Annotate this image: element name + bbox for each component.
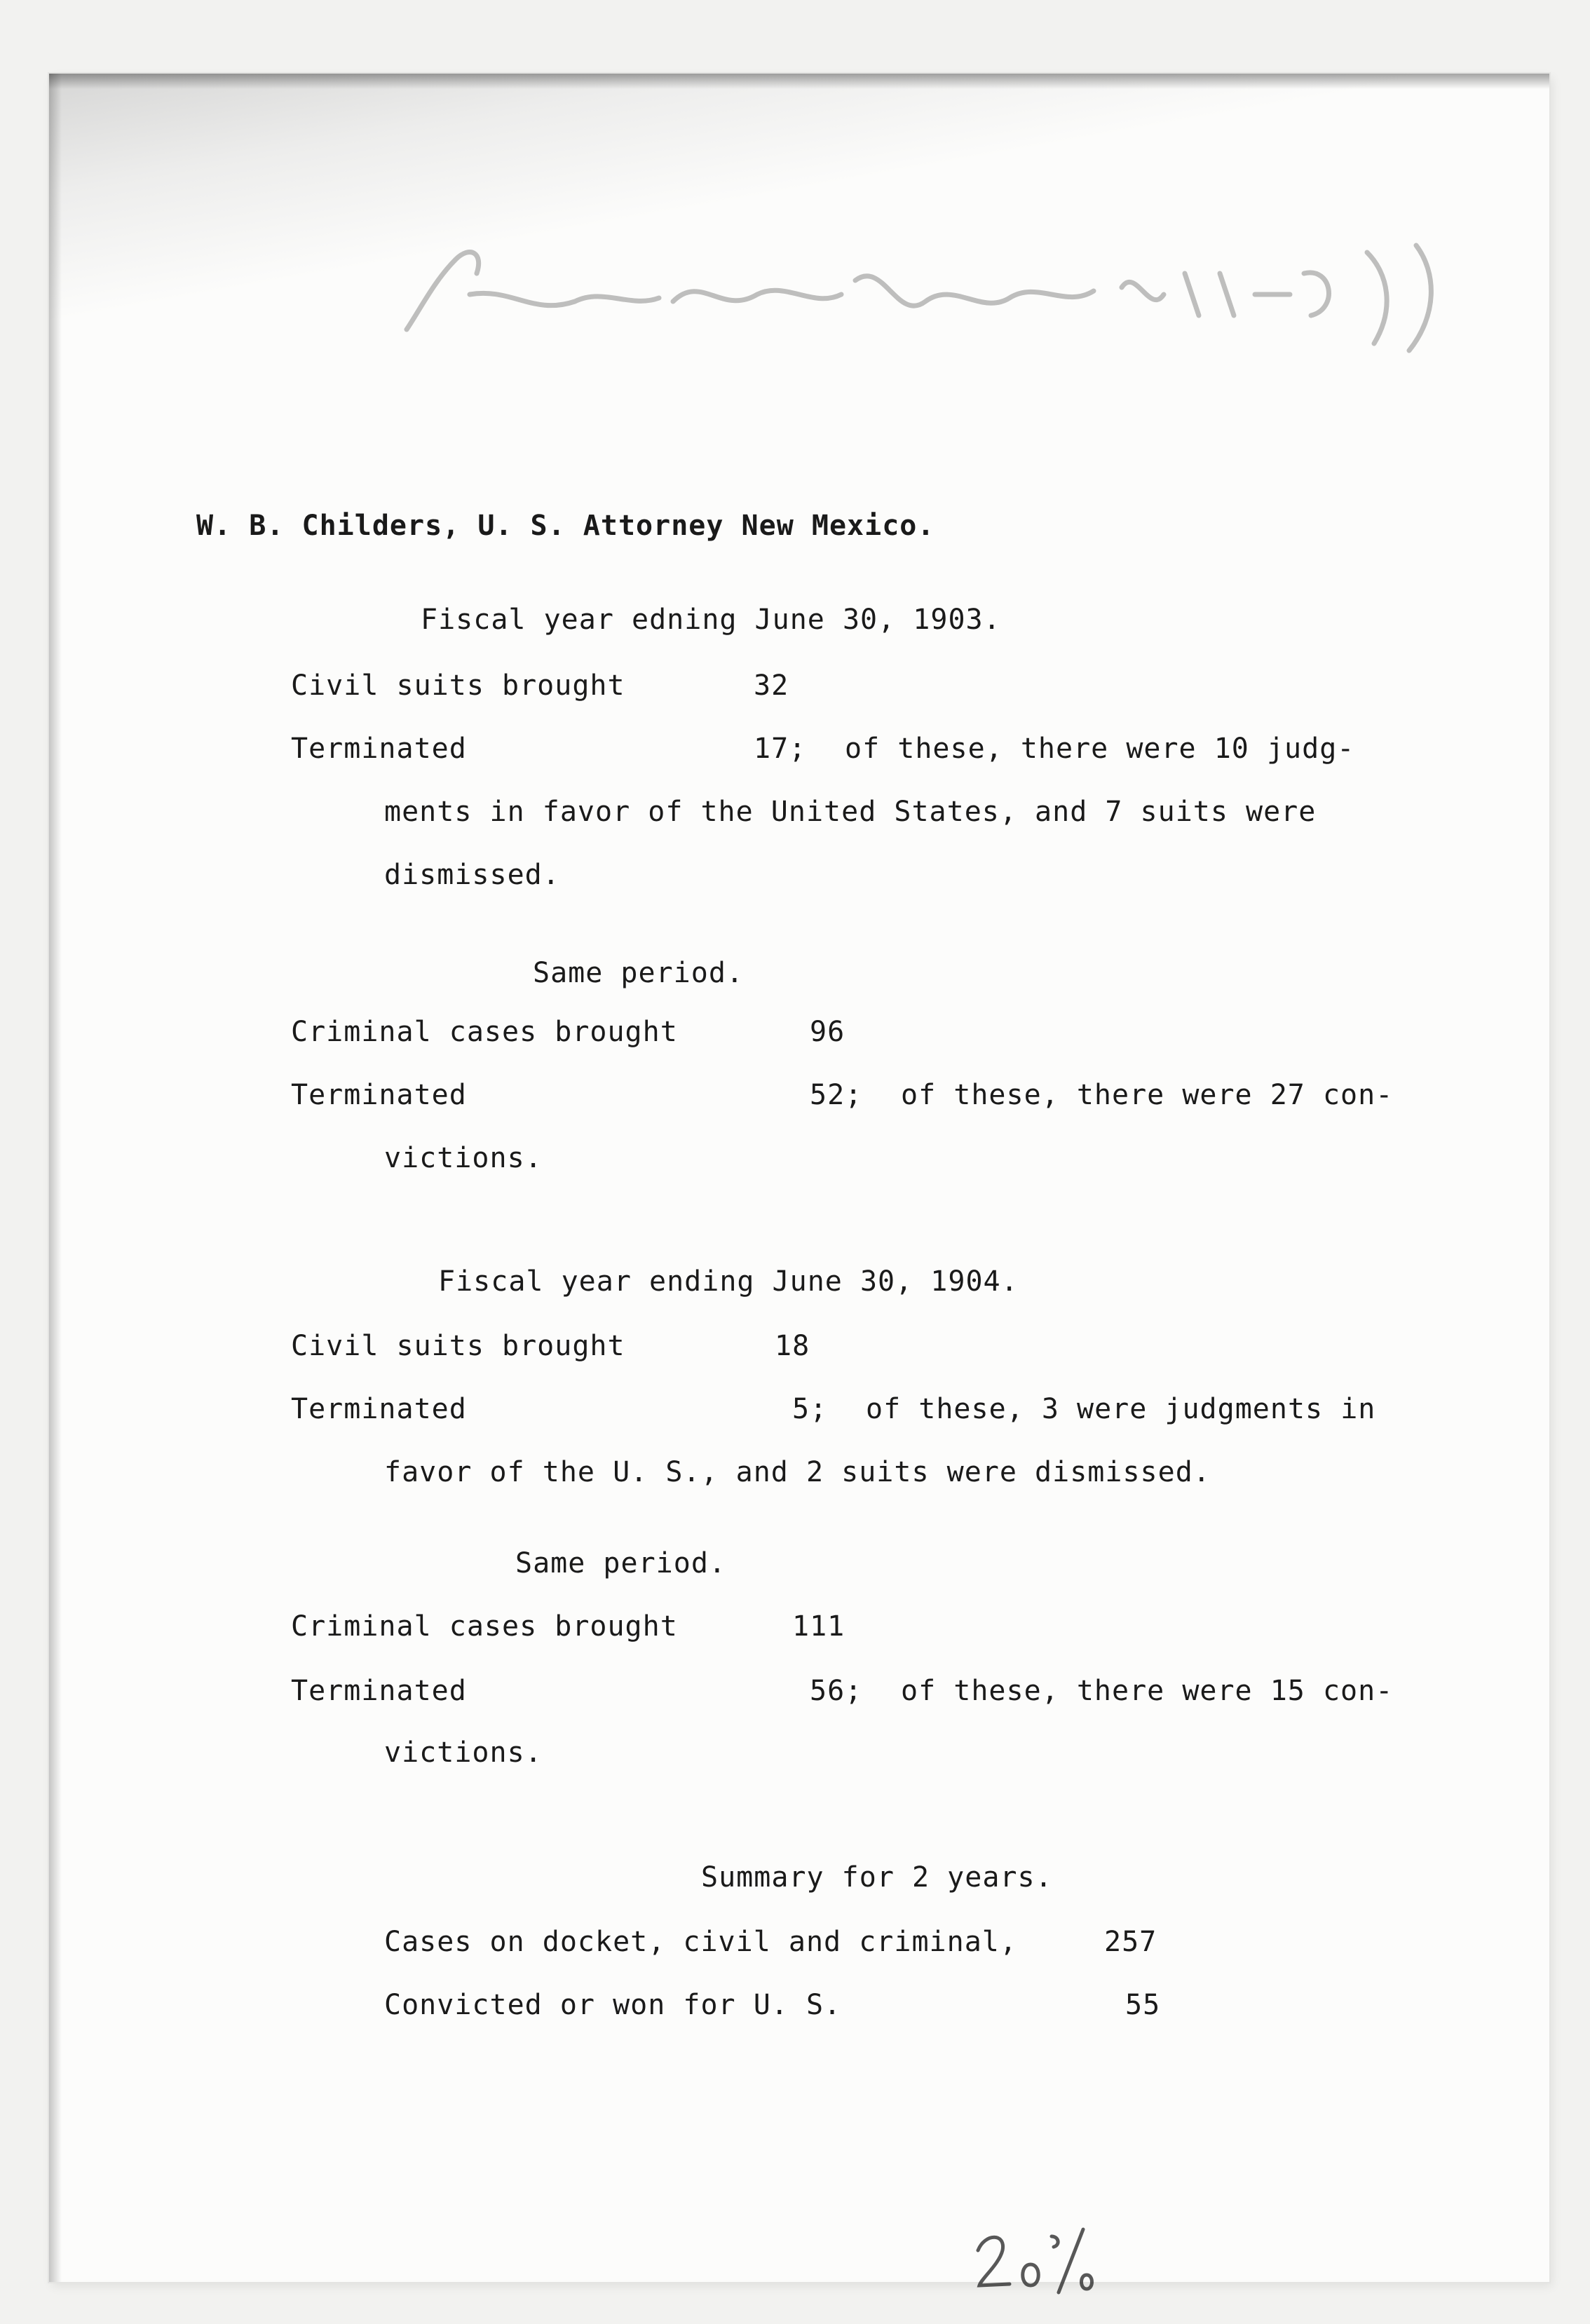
fy1904-criminal-terminated-note: of these, there were 15 con- <box>901 1675 1394 1707</box>
fy1904-civil-continuation-1: favor of the U. S., and 2 suits were dismissed. <box>384 1456 1211 1488</box>
fy1903-civil-brought-label: Civil suits brought <box>291 670 625 702</box>
fy1903-title: Fiscal year edning June 30, 1903. <box>421 604 1001 636</box>
summary-title: Summary for 2 years. <box>701 1861 1053 1894</box>
summary-docket-label: Cases on docket, civil and criminal, <box>384 1926 1017 1958</box>
fy1904-criminal-terminated-value: 56; <box>810 1675 863 1707</box>
summary-convicted-label: Convicted or won for U. S. <box>384 1989 842 2021</box>
handwritten-annotation-bottom <box>971 2222 1104 2299</box>
fy1904-criminal-brought-label: Criminal cases brought <box>291 1610 678 1643</box>
fy1903-civil-continuation-1: ments in favor of the United States, and 7 suits were <box>384 796 1317 828</box>
fy1903-criminal-terminated-label: Terminated <box>291 1079 467 1111</box>
document-heading: W. B. Childers, U. S. Attorney New Mexico. <box>196 510 935 542</box>
fy1904-title: Fiscal year ending June 30, 1904. <box>438 1265 1019 1298</box>
fy1903-criminal-brought-label: Criminal cases brought <box>291 1016 678 1048</box>
fy1903-civil-continuation-2: dismissed. <box>384 859 560 891</box>
fy1903-criminal-terminated-note: of these, there were 27 con- <box>901 1079 1394 1111</box>
fy1903-civil-brought-value: 32 <box>754 670 789 702</box>
fy1903-civil-terminated-note: of these, there were 10 judg- <box>845 733 1355 765</box>
fy1904-criminal-terminated-label: Terminated <box>291 1675 467 1707</box>
fy1904-same-period: Same period. <box>515 1547 726 1579</box>
fy1903-civil-terminated-label: Terminated <box>291 733 467 765</box>
fy1904-civil-brought-value: 18 <box>775 1330 810 1362</box>
handwritten-annotation-top <box>393 231 1444 358</box>
fy1904-civil-terminated-label: Terminated <box>291 1393 467 1425</box>
page-top-edge <box>49 74 1549 89</box>
summary-docket-value: 257 <box>1104 1926 1157 1958</box>
fy1903-same-period: Same period. <box>533 957 744 989</box>
fy1903-criminal-continuation-1: victions. <box>384 1142 543 1174</box>
fy1903-criminal-terminated-value: 52; <box>810 1079 863 1111</box>
fy1904-civil-brought-label: Civil suits brought <box>291 1330 625 1362</box>
fy1903-criminal-brought-value: 96 <box>810 1016 845 1048</box>
summary-convicted-value: 55 <box>1125 1989 1161 2021</box>
fy1904-criminal-brought-value: 111 <box>792 1610 845 1643</box>
fy1904-civil-terminated-value: 5; <box>792 1393 828 1425</box>
fy1903-civil-terminated-value: 17; <box>754 733 807 765</box>
page-left-edge <box>49 74 62 2282</box>
fy1904-criminal-continuation-1: victions. <box>384 1737 543 1769</box>
fy1904-civil-terminated-note: of these, 3 were judgments in <box>866 1393 1376 1425</box>
